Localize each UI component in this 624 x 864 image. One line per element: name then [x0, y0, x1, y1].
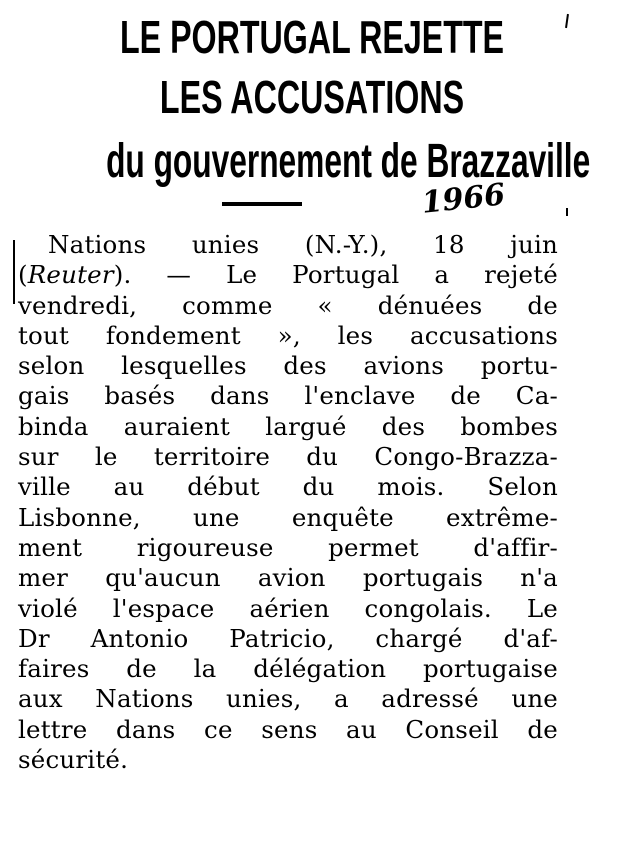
article-line: ment rigoureuse permet d'affir- — [18, 532, 558, 562]
article-line: Dr Antonio Patricio, chargé d'af- — [18, 623, 558, 653]
article-line: sécurité. — [18, 745, 129, 775]
article-line: vendredi, comme « dénuées de — [18, 290, 558, 320]
article-line: (Reuter). — Le Portugal a rejeté — [18, 260, 558, 290]
headline-line-2: LES ACCUSATIONS — [159, 71, 465, 123]
article-line: binda auraient largué des bombes — [18, 411, 558, 441]
article-line: sur le territoire du Congo-Brazza- — [18, 442, 558, 472]
article-line: faires de la délégation portugaise — [18, 654, 558, 684]
article-body — [18, 230, 558, 775]
article-line: mer qu'aucun avion portugais n'a — [18, 563, 558, 593]
article-line — [18, 230, 558, 260]
article-line: selon lesquelles des avions portu- — [18, 351, 558, 381]
article-line: Lisbonne, une enquête extrême- — [18, 502, 558, 532]
headline-rule — [222, 202, 302, 206]
headline-subtitle: du gouvernement de Brazzaville — [106, 135, 591, 188]
headline-line-1: LE PORTUGAL REJETTE — [119, 11, 505, 63]
margin-tick — [566, 208, 568, 216]
handwritten-year: 1966 — [420, 177, 507, 221]
margin-line — [13, 240, 15, 304]
article-line: lettre dans ce sens au Conseil de — [18, 714, 558, 744]
article-line: gais basés dans l'enclave de Ca- — [18, 381, 558, 411]
dateline: Nations unies (N.-Y.), 18 juin — [48, 230, 558, 259]
article-line: ville au début du mois. Selon — [18, 472, 558, 502]
article-line: tout fondement », les accusations — [18, 320, 558, 350]
article-line: violé l'espace aérien congolais. Le — [18, 593, 558, 623]
agency: Reuter — [27, 260, 114, 290]
margin-tick — [565, 14, 569, 28]
article-line: aux Nations unies, a adressé une — [18, 684, 558, 714]
